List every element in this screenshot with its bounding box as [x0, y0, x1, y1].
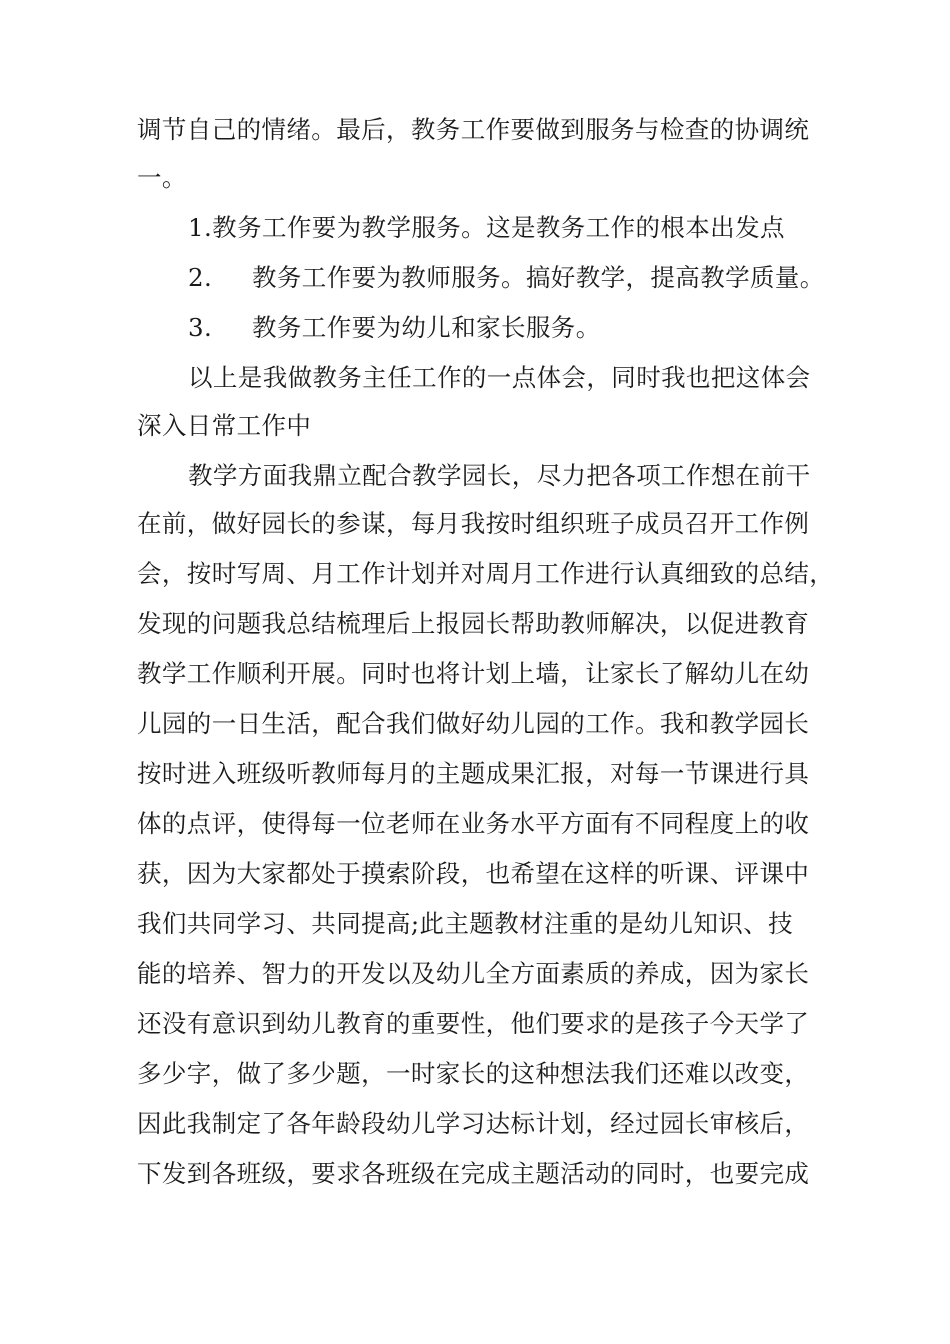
paragraph-line: 以上是我做教务主任工作的一点体会，同时我也把这体会 — [188, 363, 811, 392]
paragraph-line: 按时进入班级听教师每月的主题成果汇报，对每一节课进行具 — [137, 759, 810, 788]
paragraph-line: 还没有意识到幼儿教育的重要性，他们要求的是孩子今天学了 — [137, 1009, 810, 1038]
paragraph-line: 深入日常工作中 — [137, 411, 312, 440]
paragraph-line: 多少字，做了多少题，一时家长的这种想法我们还难以改变， — [137, 1059, 810, 1088]
paragraph-line: 获，因为大家都处于摸索阶段，也希望在这样的听课、评课中 — [137, 859, 810, 888]
list-item-2-number: 2. — [188, 263, 213, 292]
paragraph-line: 能的培养、智力的开发以及幼儿全方面素质的养成，因为家长 — [137, 959, 810, 988]
list-item-3-number: 3. — [188, 313, 213, 342]
list-item-3-text: 教务工作要为幼儿和家长服务。 — [252, 313, 601, 342]
paragraph-line: 会，按时写周、月工作计划并对周月工作进行认真细致的总结， — [137, 559, 835, 588]
paragraph-line: 体的点评，使得每一位老师在业务水平方面有不同程度上的收 — [137, 809, 810, 838]
paragraph-line: 下发到各班级，要求各班级在完成主题活动的同时，也要完成 — [137, 1159, 810, 1188]
list-item-2-text: 教务工作要为教师服务。搞好教学，提高教学质量。 — [252, 263, 825, 292]
paragraph-line: 教学工作顺利开展。同时也将计划上墙，让家长了解幼儿在幼 — [137, 659, 810, 688]
paragraph-line: 我们共同学习、共同提高;此主题教材注重的是幼儿知识、技 — [137, 909, 794, 938]
paragraph-line: 调节自己的情绪。最后，教务工作要做到服务与检查的协调统 — [137, 115, 810, 144]
paragraph-line: 儿园的一日生活，配合我们做好幼儿园的工作。我和教学园长 — [137, 709, 810, 738]
list-item-1: 1.教务工作要为教学服务。这是教务工作的根本出发点 — [188, 213, 785, 242]
paragraph-line: 因此我制定了各年龄段幼儿学习达标计划，经过园长审核后， — [137, 1109, 810, 1138]
paragraph-line: 发现的问题我总结梳理后上报园长帮助教师解决，以促进教育 — [137, 609, 810, 638]
paragraph-line: 一。 — [137, 163, 187, 192]
paragraph-line: 在前，做好园长的参谋，每月我按时组织班子成员召开工作例 — [137, 509, 810, 538]
paragraph-line: 教学方面我鼎立配合教学园长，尽力把各项工作想在前干 — [188, 461, 811, 490]
